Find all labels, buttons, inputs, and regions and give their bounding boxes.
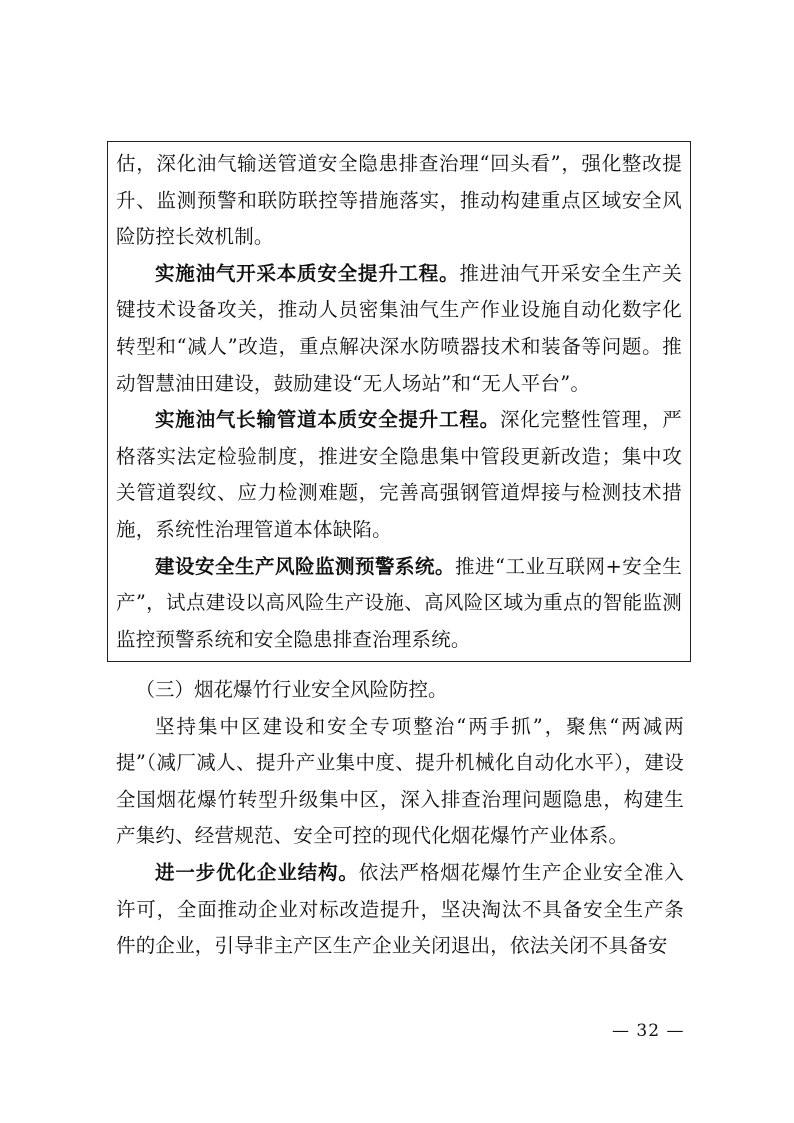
boxed-paragraph-4 xyxy=(116,549,682,659)
boxed-paragraph-4-heading: 建设安全生产风险监测预警系统。 xyxy=(155,554,455,578)
body-paragraph-2-text: 依法严格烟花爆竹生产企业安全准入许可，全面推动企业对标改造提升，坚决淘汰不具备安全生产条件的企业，引导非主产区生产企业关闭退出，依法关闭不具备安 xyxy=(116,860,684,958)
page-number: — 32 — xyxy=(612,1021,685,1041)
body-text-section xyxy=(108,672,692,965)
boxed-paragraph-3-heading: 实施油气长输管道本质安全提升工程。 xyxy=(155,408,500,432)
subsection-title: （三）烟花爆竹行业安全风险防控。 xyxy=(135,678,448,701)
body-paragraph-2 xyxy=(116,855,684,965)
boxed-paragraph-3-text: 深化完整性管理，严格落实法定检验制度，推进安全隐患集中管段更新改造；集中攻关管道裂纹、应力检测难题，完善高强钢管道焊接与检测技术措施，系统性治理管道本体缺陷。 xyxy=(116,408,682,541)
body-paragraph-1: 坚持集中区建设和安全专项整治“两手抓”，聚焦“两减两提”（减厂减人、提升产业集中度、提升机械化自动化水平），建设全国烟花爆竹转型升级集中区，深入排查治理问题隐患，构建生产集约、经营规范、安全可控的现代化烟花爆竹产业体系。 xyxy=(116,714,684,848)
boxed-text-section xyxy=(107,141,691,662)
boxed-paragraph-2-heading: 实施油气开采本质安全提升工程。 xyxy=(155,261,460,285)
boxed-paragraph-1: 估，深化油气输送管道安全隐患排查治理“回头看”，强化整改提升、监测预警和联防联控等措施落实，推动构建重点区域安全风险防控长效机制。 xyxy=(116,152,682,249)
boxed-paragraph-4-text: 推进“工业互联网+安全生产”，试点建设以高风险生产设施、高风险区域为重点的智能监测监控预警系统和安全隐患排查治理系统。 xyxy=(116,554,682,651)
body-paragraph-2-heading: 进一步优化企业结构。 xyxy=(155,860,359,884)
boxed-paragraph-3 xyxy=(116,402,682,548)
boxed-paragraph-2-text: 推进油气开采安全生产关键技术设备攻关，推动人员密集油气生产作业设施自动化数字化转型和“减人”改造，重点解决深水防喷器技术和装备等问题。推动智慧油田建设，鼓励建设“无人场站”和“无人平台”。 xyxy=(116,261,682,395)
boxed-paragraph-2 xyxy=(116,256,682,402)
